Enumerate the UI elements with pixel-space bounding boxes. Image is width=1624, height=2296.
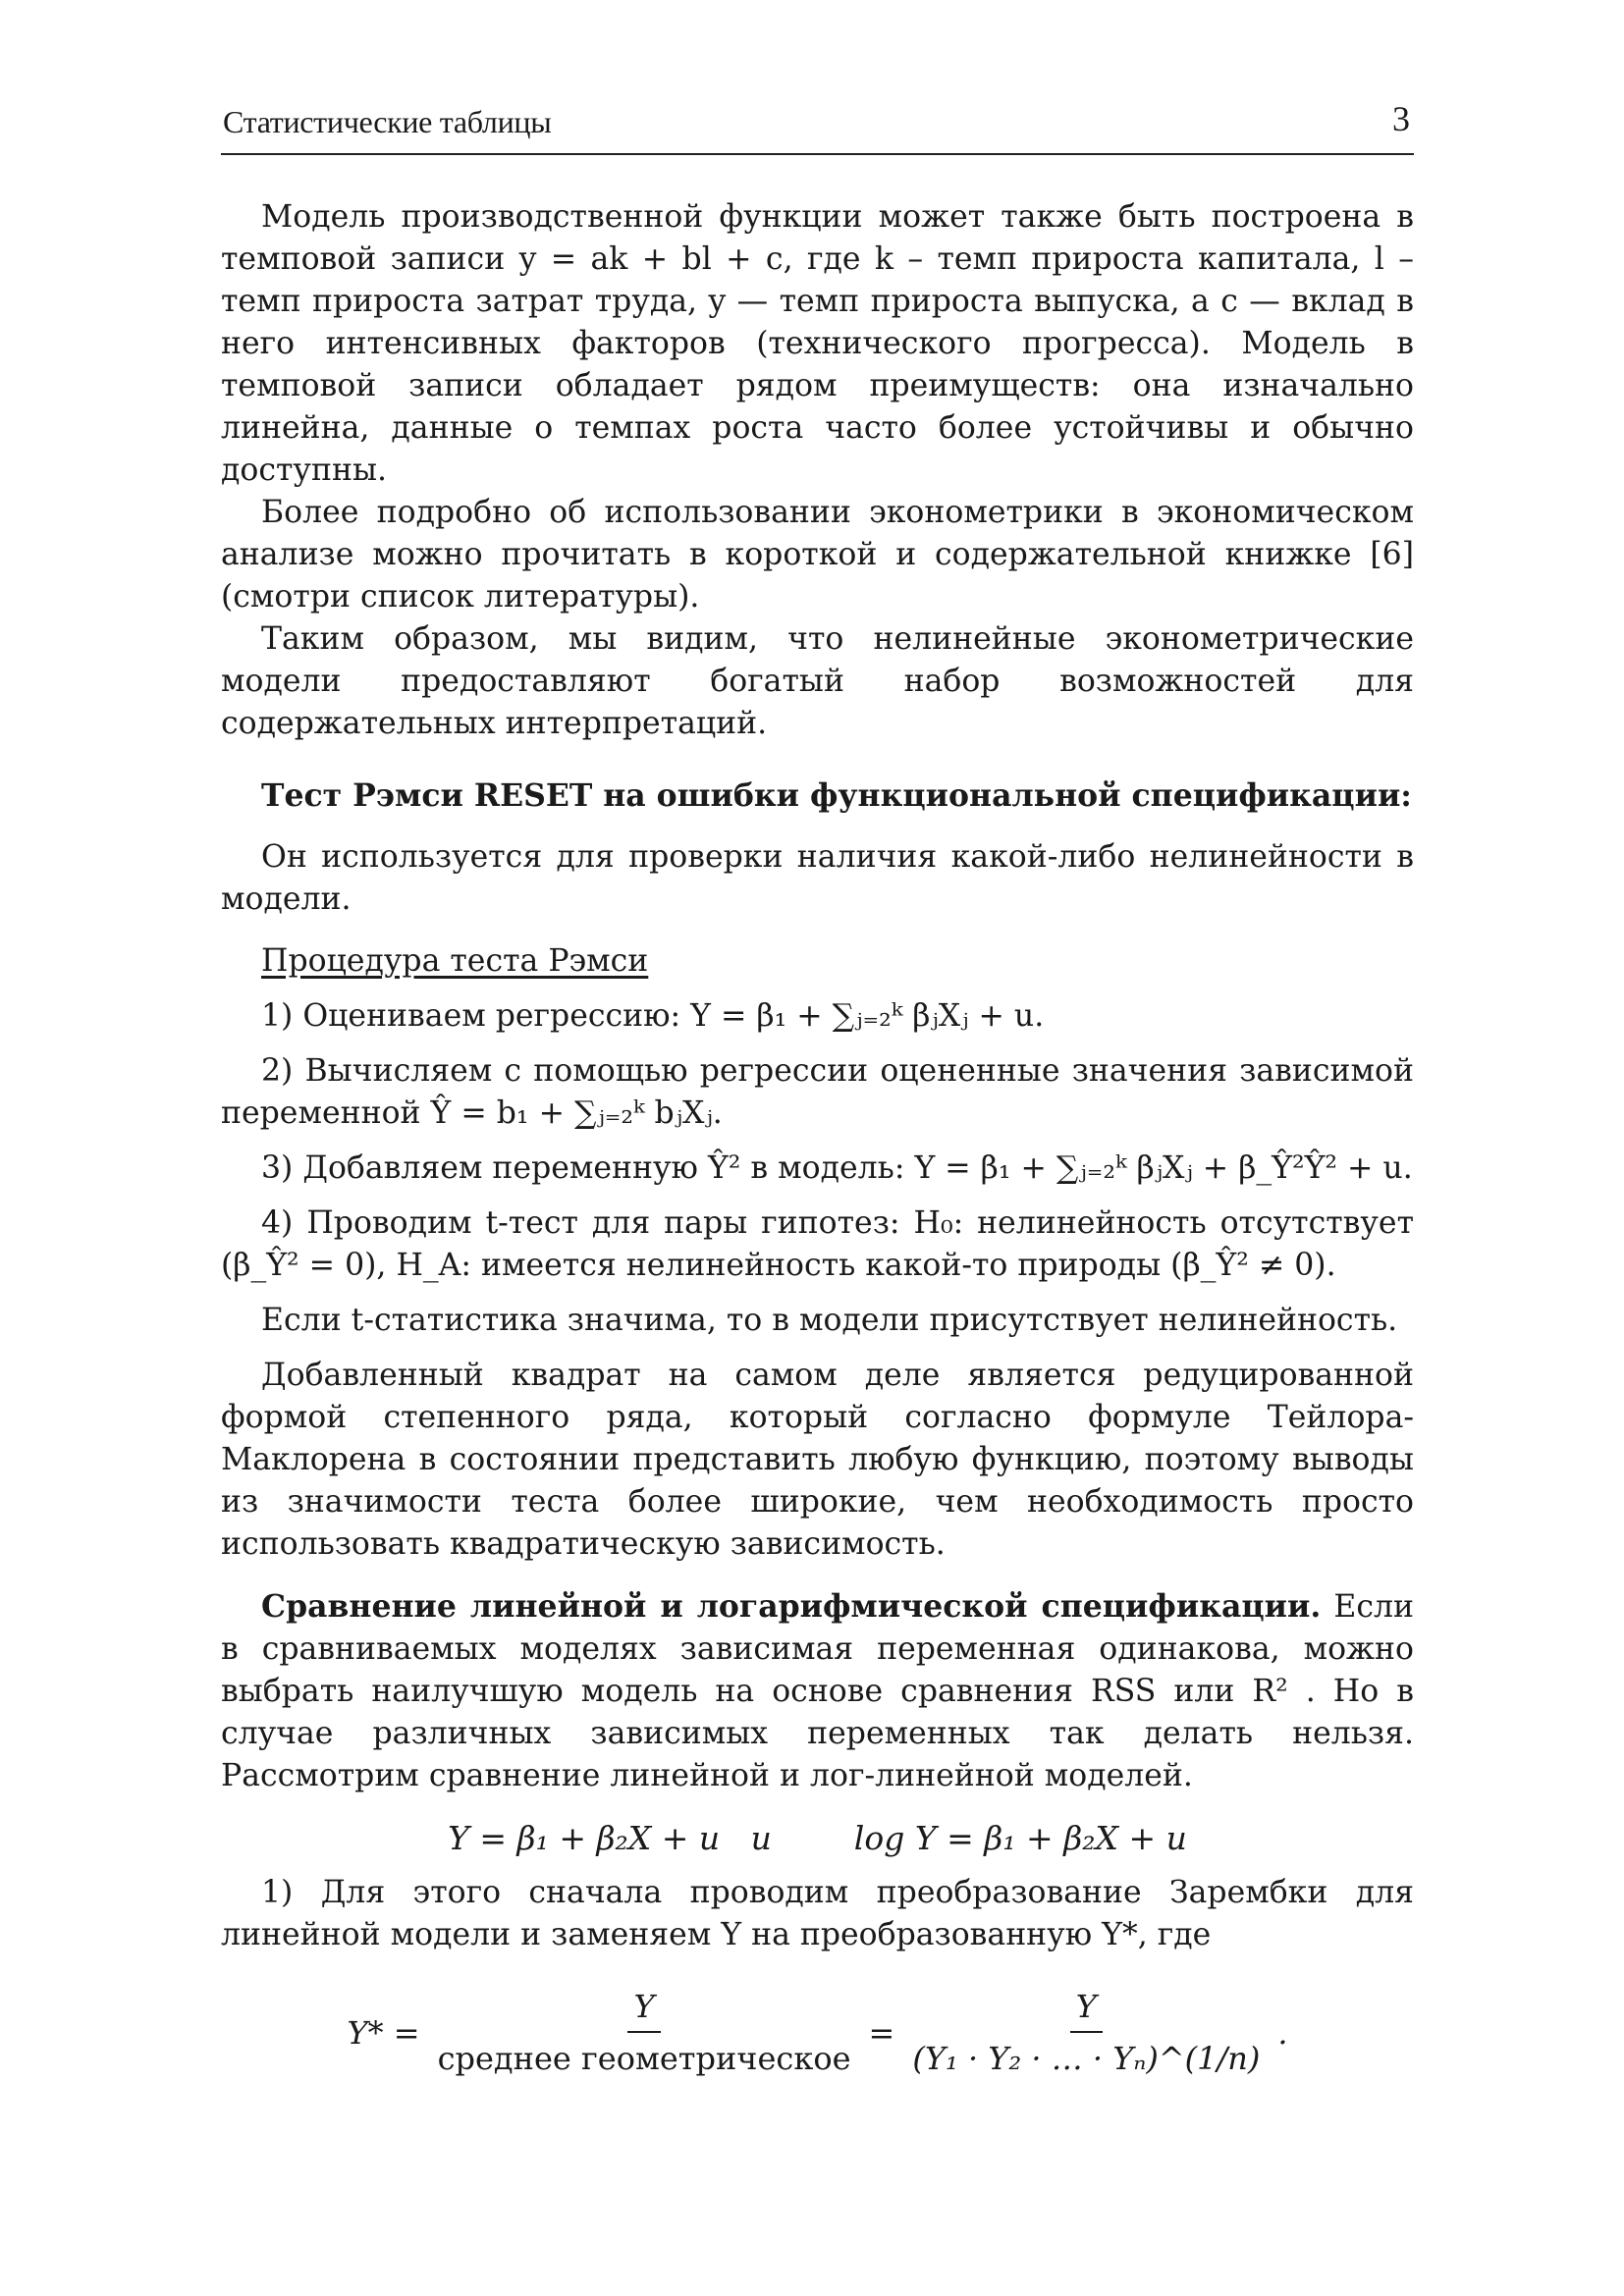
formula-equals: = bbox=[868, 2013, 895, 2052]
paragraph-conclusion: Таким образом, мы видим, что нелинейные эконометрические модели предоставляют богатый набор возможностей для содержательных интерпретаций. bbox=[221, 621, 1414, 741]
page-body bbox=[221, 196, 1414, 2080]
page-number: 3 bbox=[1392, 99, 1410, 138]
fraction-numerator: Y bbox=[1070, 1986, 1103, 2033]
formula-period: . bbox=[1277, 2013, 1288, 2052]
paragraph-reset-purpose: Он используется для проверки наличия какой-либо нелинейности в модели. bbox=[221, 839, 1414, 917]
paragraph-t-stat: Если t-статистика значима, то в модели присутствует нелинейность. bbox=[261, 1303, 1398, 1338]
fraction-product bbox=[906, 1986, 1266, 2080]
paragraph-compare-text: Если в сравниваемых моделях зависимая переменная одинакова, можно выбрать наилучшую модель на основе сравнения RSS или R² . Но в случае различных зависимых переменных так делать нельзя. Рассмотрим сравнение линейной и лог-линейной моделей. bbox=[221, 1589, 1415, 1793]
step-zarembka: 1) Для этого сначала проводим преобразование Зарембки для линейной модели и заменяем Y на преобразованную Y*, где bbox=[221, 1875, 1414, 1952]
paragraph-tempo-model: Модель производственной функции может также быть построена в темповой записи y = ak + bl + c, где k – темп прироста капитала, l – темп прироста затрат труда, y — темп прироста выпуска, а c — вклад в него интенсивных факторов (технического прогресса). Модель в темповой записи обладает рядом преимуществ: она изначально линейна, данные о темпах роста часто более устойчивы и обычно доступны. bbox=[221, 199, 1414, 488]
step-1: 1) Оцениваем регрессию: Y = β₁ + ∑ⱼ₌₂ᵏ βⱼXⱼ + u. bbox=[261, 998, 1045, 1034]
formula-linear-loglinear: Y = β₁ + β₂X + u и log Y = β₁ + β₂X + u bbox=[448, 1819, 1187, 1857]
running-title: Статистические таблицы bbox=[223, 104, 552, 139]
fraction-denominator: (Y₁ · Y₂ · … · Yₙ)^(1/n) bbox=[912, 2040, 1261, 2077]
step-4: 4) Проводим t-тест для пары гипотез: H₀: нелинейность отсутствует (β_Ŷ² = 0), H_A: имеется нелинейность какой-то природы (β_Ŷ² ≠ 0). bbox=[221, 1205, 1414, 1283]
document-page bbox=[221, 0, 1414, 2296]
step-2: 2) Вычисляем с помощью регрессии оцененные значения зависимой переменной Ŷ = b₁ + ∑ⱼ₌₂ᵏ bⱼXⱼ. bbox=[221, 1053, 1414, 1131]
fraction-geometric-mean bbox=[432, 1986, 857, 2080]
heading-compare: Сравнение линейной и логарифмической спецификации. bbox=[261, 1588, 1322, 1625]
formula-y-star bbox=[221, 1986, 1414, 2080]
page-header bbox=[221, 96, 1414, 155]
paragraph-taylor: Добавленный квадрат на самом деле является редуцированной формой степенного ряда, который согласно формуле Тейлора-Маклорена в состоянии представить любую функцию, поэтому выводы из значимости теста более широкие, чем необходимость просто использовать квадратическую зависимость. bbox=[221, 1358, 1414, 1562]
paragraph-compare bbox=[221, 1585, 1414, 1797]
procedure-label: Процедура теста Рэмси bbox=[261, 943, 649, 979]
fraction-numerator: Y bbox=[627, 1986, 660, 2033]
paragraph-reference: Более подробно об использовании эконометрики в экономическом анализе можно прочитать в короткой и содержательной книжке [6] (смотри список литературы). bbox=[221, 495, 1414, 614]
formula-lhs: Y* = bbox=[347, 2013, 420, 2052]
fraction-denominator: среднее геометрическое bbox=[437, 2040, 851, 2077]
heading-ramsey-reset: Тест Рэмси RESET на ошибки функциональной спецификации: bbox=[261, 777, 1412, 814]
step-3: 3) Добавляем переменную Ŷ² в модель: Y = β₁ + ∑ⱼ₌₂ᵏ βⱼXⱼ + β_Ŷ²Ŷ² + u. bbox=[261, 1150, 1413, 1186]
